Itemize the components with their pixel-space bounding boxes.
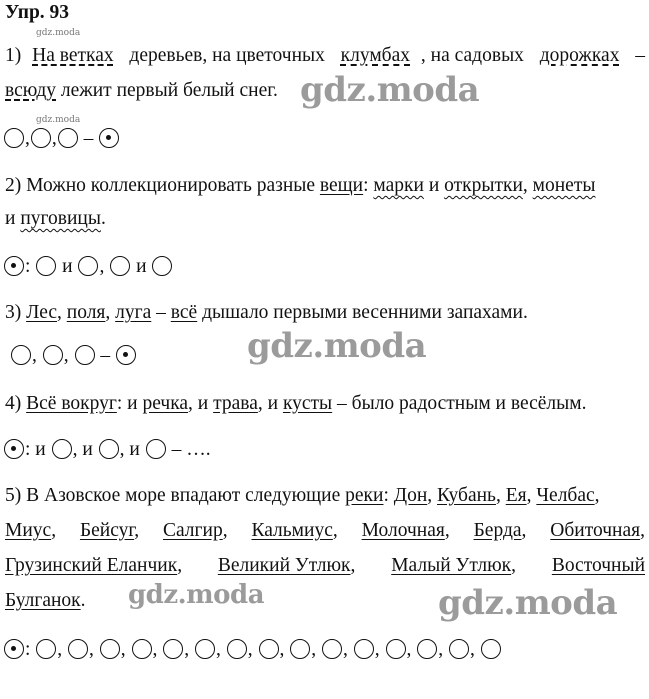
ex1-text-1: деревьев, на цветочных — [124, 45, 330, 66]
ex5-scheme — [3, 637, 502, 663]
ex5-line-3: Грузинский Еланчик, Великий Утлюк, Малый Утлюк, Восточный — [5, 553, 645, 579]
watermark-small-2: gdz.moda — [36, 115, 81, 125]
scheme-comma: , — [57, 639, 63, 660]
dot-circle-icon — [4, 256, 24, 276]
ex2-text-4: , — [522, 175, 533, 196]
dot-circle-icon — [4, 639, 24, 659]
ex3-number: 3) — [5, 302, 22, 323]
scheme-comma: , — [63, 345, 69, 366]
scheme-comma: , — [279, 639, 285, 660]
scheme-comma: , и — [119, 439, 140, 460]
ex3-line — [5, 300, 528, 326]
circle-icon — [152, 256, 172, 276]
ex2-text-1: Можно коллекционировать разные — [21, 175, 320, 196]
scheme-sep: , — [51, 128, 57, 149]
ex4-text-4: – было радостным и весёлым. — [332, 393, 587, 414]
ex1-text-2: , на садовых — [420, 45, 529, 66]
ex2-text-3: и — [423, 175, 445, 196]
ex2-word-4: монеты — [532, 175, 596, 196]
circle-icon — [99, 439, 119, 459]
river-name: Кубань — [437, 485, 496, 506]
ex1-text-3: – — [630, 45, 645, 66]
ex2-line-2 — [5, 206, 106, 232]
ex3-word-1: Лес — [26, 302, 58, 323]
watermark-1: gdz.moda — [300, 70, 480, 110]
circle-icon — [417, 639, 437, 659]
ex3-text-2: , — [105, 302, 116, 323]
river-name: Кальмиус — [251, 520, 333, 541]
circle-icon — [110, 256, 130, 276]
ex2-word-1: вещи — [319, 175, 364, 196]
river-name-part: Булганок — [5, 590, 81, 611]
circle-icon — [259, 639, 279, 659]
ex1-number: 1) — [5, 45, 22, 66]
ex5-text-2: : — [383, 485, 394, 506]
ex2-text-2: : — [363, 175, 374, 196]
river-name: Малый Утлюк — [391, 555, 512, 576]
river-name: Молочная — [361, 520, 445, 541]
ex1-scheme — [3, 126, 120, 152]
circle-icon — [290, 639, 310, 659]
ex4-line — [5, 391, 586, 417]
scheme-comma: , — [152, 639, 158, 660]
scheme-comma: , — [99, 256, 105, 277]
ex2-number: 2) — [5, 175, 22, 196]
watermark-3: gdz.moda — [128, 580, 265, 610]
scheme-colon: : — [25, 639, 31, 660]
circle-icon — [4, 128, 24, 148]
ex5-line-1: 5) В Азовское море впадают следующие реки: Дон, Кубань, Ея, Челбас, — [5, 485, 600, 506]
circle-icon — [58, 128, 78, 148]
ex2-line-1 — [5, 173, 645, 199]
dot-circle-icon — [4, 439, 24, 459]
circle-icon — [100, 639, 120, 659]
dot-circle-icon — [116, 345, 136, 365]
circle-icon — [78, 256, 98, 276]
scheme-comma: , — [406, 639, 412, 660]
ex3-text-4: дышало первыми весенними запахами. — [197, 302, 528, 323]
ex1-text-4: лежит первый белый снег. — [56, 80, 278, 101]
scheme-comma: , и — [72, 439, 93, 460]
ex3-scheme — [10, 343, 137, 369]
ex5-number: 5) — [5, 485, 22, 506]
circle-icon — [31, 128, 51, 148]
ex4-number: 4) — [5, 393, 22, 414]
scheme-and: и — [62, 256, 73, 277]
river-name: Великий Утлюк — [217, 555, 351, 576]
circle-icon — [195, 639, 215, 659]
ex1-line-2 — [5, 78, 278, 104]
scheme-and: и — [136, 256, 147, 277]
circle-icon — [68, 639, 88, 659]
exercise-title: Упр. 93 — [5, 2, 70, 23]
scheme-colon: : и — [25, 439, 46, 460]
ex5-text-1: В Азовское море впадают следующие — [21, 485, 346, 506]
circle-icon — [43, 345, 63, 365]
ex4-word-3: трава — [213, 393, 258, 414]
ex1-line-1 — [5, 43, 645, 69]
ex5-line-2: Миус, Бейсуг, Салгир, Кальмиус, Молочная, Берда, Обиточная, — [5, 520, 645, 541]
scheme-comma: , — [32, 345, 37, 366]
circle-icon — [322, 639, 342, 659]
ex2-word-2: марки — [373, 175, 424, 196]
scheme-comma: , — [438, 639, 444, 660]
ex4-text-3: , и — [257, 393, 283, 414]
ex1-word-3: дорожках — [539, 45, 620, 66]
ex2-text-6: . — [100, 208, 106, 229]
ex2-word-3: открытки — [444, 175, 523, 196]
scheme-sep: , — [25, 128, 30, 149]
ex3-word-4: всё — [170, 302, 198, 323]
scheme-comma: , — [470, 639, 475, 660]
river-name: Дон — [393, 485, 428, 506]
scheme-dash: – — [100, 345, 111, 366]
ex4-word-2: речка — [142, 393, 189, 414]
ex4-text-2: , и — [188, 393, 214, 414]
ex2-scheme — [3, 254, 173, 280]
circle-icon — [11, 345, 31, 365]
river-name: Грузинский Еланчик — [5, 555, 178, 576]
river-name: Ея — [505, 485, 527, 506]
ex1-word-4: всюду — [5, 80, 56, 101]
ex3-text-3: – — [151, 302, 171, 323]
river-name-part: Восточный — [551, 555, 645, 576]
river-name: Салгир — [162, 520, 223, 541]
circle-icon — [75, 345, 95, 365]
ex3-word-2: поля — [66, 302, 106, 323]
ex4-scheme — [3, 437, 211, 463]
scheme-colon: : — [25, 256, 31, 277]
river-name: Миус — [5, 520, 52, 541]
circle-icon — [36, 256, 56, 276]
scheme-comma: , — [374, 639, 380, 660]
circle-icon — [146, 439, 166, 459]
watermark-4: gdz.moda — [438, 583, 618, 623]
circle-icon — [36, 639, 56, 659]
circle-icon — [449, 639, 469, 659]
ex5-word-1: реки — [345, 485, 384, 506]
scheme-comma: , — [311, 639, 317, 660]
circle-icon — [163, 639, 183, 659]
scheme-comma: , — [343, 639, 348, 660]
ex1-word-2: клумбах — [340, 45, 411, 66]
scheme-comma: , — [216, 639, 221, 660]
circle-icon — [52, 439, 72, 459]
river-name: Обиточная — [550, 520, 641, 541]
watermark-small-1: gdz.moda — [36, 28, 81, 38]
river-name: Берда — [473, 520, 522, 541]
scheme-comma: , — [89, 639, 94, 660]
circle-icon — [132, 639, 152, 659]
ex3-word-3: луга — [115, 302, 152, 323]
ex4-word-1: Всё вокруг — [26, 393, 117, 414]
circle-icon — [354, 639, 374, 659]
scheme-dash: – — [83, 128, 94, 149]
scheme-comma: , — [184, 639, 190, 660]
ex1-word-1: На ветках — [32, 45, 114, 66]
ex3-text-1: , — [57, 302, 67, 323]
circle-icon — [227, 639, 247, 659]
river-name: Бейсуг — [79, 520, 135, 541]
ex4-text-1: : и — [116, 393, 143, 414]
scheme-comma: , — [247, 639, 253, 660]
scheme-tail: – …. — [171, 439, 211, 460]
watermark-2: gdz.moda — [247, 326, 427, 366]
circle-icon — [481, 639, 501, 659]
river-name: Челбас — [536, 485, 595, 506]
scheme-comma: , — [120, 639, 126, 660]
ex4-word-4: кусты — [282, 393, 333, 414]
circle-icon — [386, 639, 406, 659]
ex2-text-5: и — [5, 208, 21, 229]
dot-circle-icon — [99, 128, 119, 148]
ex5-line-4: Булганок. — [5, 590, 86, 611]
ex2-word-5: пуговицы — [20, 208, 101, 229]
